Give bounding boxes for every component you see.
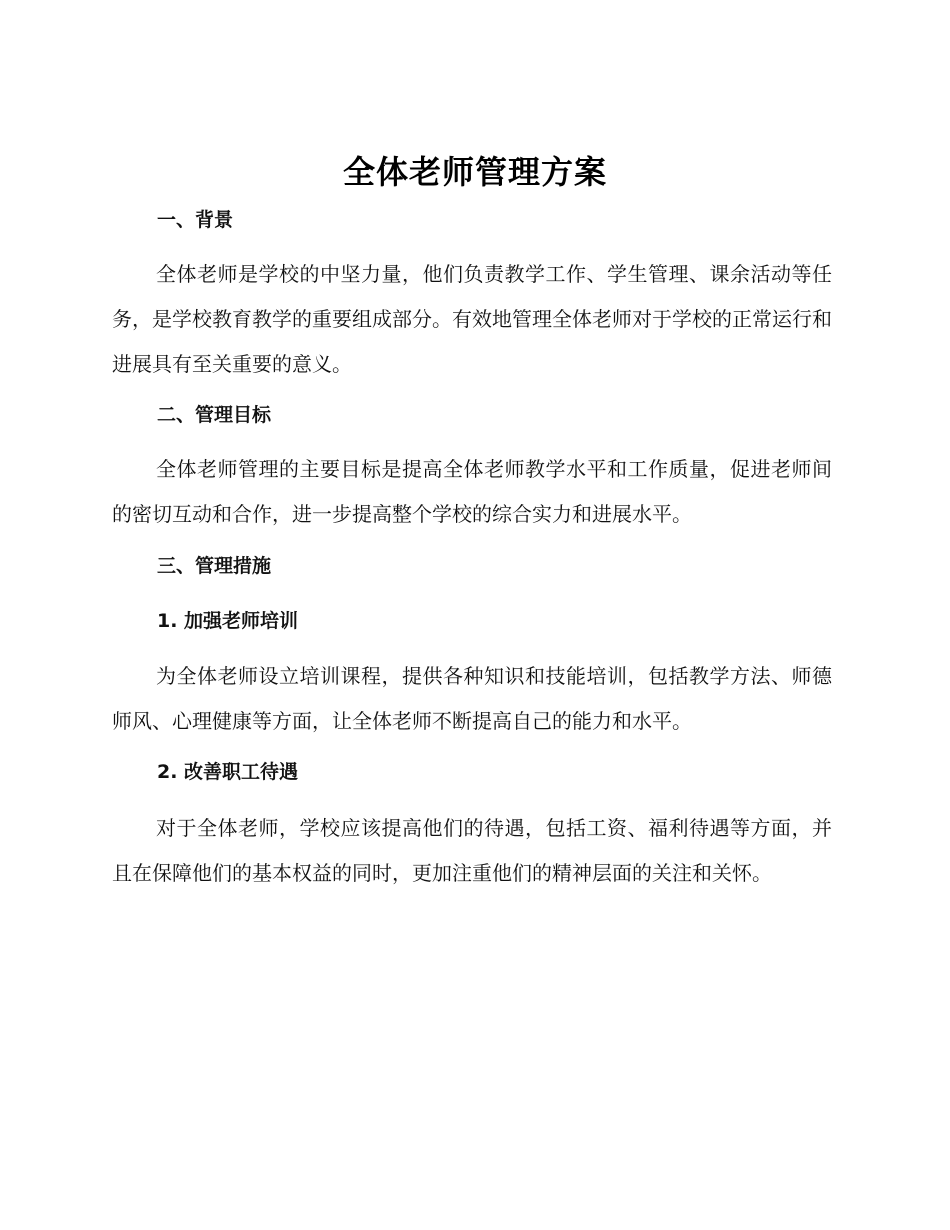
section-heading-measures: 三、管理措施: [157, 555, 272, 577]
subsection-heading-training: 1. 加强老师培训: [157, 610, 299, 632]
subsection-paragraph-benefits: 对于全体老师，学校应该提高他们的待遇，包括工资、福利待遇等方面，并且在保障他们的基本权益的同时，更加注重他们的精神层面的关注和关怀。: [112, 816, 832, 885]
section-heading-goals: 二、管理目标: [157, 404, 272, 426]
section-heading-background: 一、背景: [157, 209, 234, 231]
document-title: 全体老师管理方案: [342, 153, 607, 191]
section-paragraph-background: 全体老师是学校的中坚力量，他们负责教学工作、学生管理、课余活动等任务，是学校教育教学的重要组成部分。有效地管理全体老师对于学校的正常运行和进展具有至关重要的意义。: [112, 262, 832, 376]
subsection-heading-benefits: 2. 改善职工待遇: [157, 761, 299, 783]
section-paragraph-goals: 全体老师管理的主要目标是提高全体老师教学水平和工作质量，促进老师间的密切互动和合作，进一步提高整个学校的综合实力和进展水平。: [112, 457, 832, 526]
subsection-paragraph-training: 为全体老师设立培训课程，提供各种知识和技能培训，包括教学方法、师德师风、心理健康等方面，让全体老师不断提高自己的能力和水平。: [112, 664, 832, 733]
